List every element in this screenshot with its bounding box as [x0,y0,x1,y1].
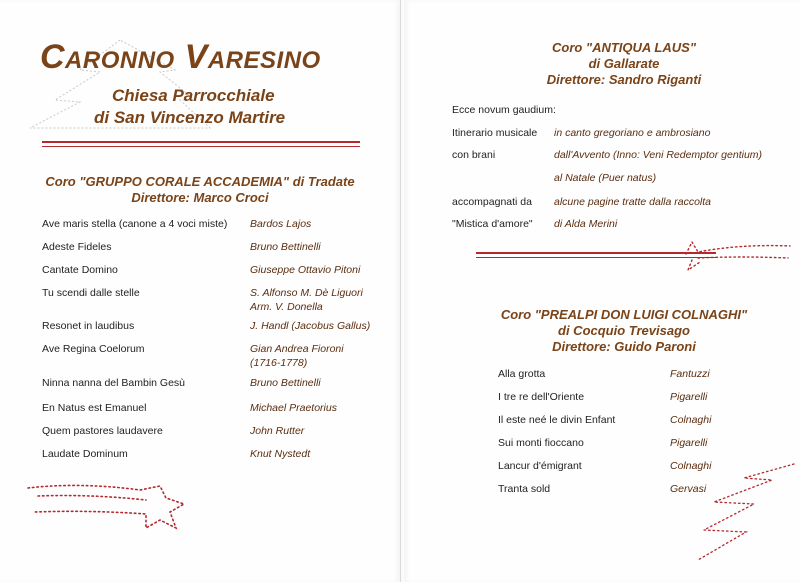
program-composer: Knut Nystedt [250,448,311,460]
program-piece: Ave maris stella (canone a 4 voci miste) [42,218,228,230]
program-piece: En Natus est Emanuel [42,402,147,414]
choir1-name: Coro "ANTIQUA LAUS" [551,40,696,55]
event-title: Caronno Varesino [40,38,321,76]
program-composer: Arm. V. Donella [250,301,323,313]
shooting-star-right-decoration [680,236,800,276]
program1-text: dall'Avvento (Inno: Veni Redemptor gentium) [554,149,763,161]
shooting-star-decoration [20,482,220,542]
program-composer: Bruno Bettinelli [250,241,321,253]
program-piece: Cantate Domino [42,264,118,276]
choir2-city: di Cocquio Trevisago [558,323,690,338]
program-composer: S. Alfonso M. Dè Liguori [250,287,363,299]
program-composer: J. Handl (Jacobus Gallus) [250,320,371,332]
program2-composer: Pigarelli [670,437,708,449]
choir-director: Direttore: Marco Croci [131,190,269,205]
program1-text: al Natale (Puer natus) [554,172,657,184]
program-composer: John Rutter [250,425,305,437]
program1-label: accompagnati da [452,196,532,208]
program1-text: di Alda Merini [554,218,618,230]
program-composer: Giuseppe Ottavio Pitoni [250,264,361,276]
program2-composer: Colnaghi [670,460,712,472]
program-composer: Gian Andrea Fioroni [250,343,344,355]
christmas-tree-right-decoration [694,460,800,580]
program1-text: alcune pagine tratte dalla raccolta [554,196,712,208]
program2-piece: Lancur d'émigrant [498,460,582,472]
right-page [404,0,800,582]
program2-composer: Pigarelli [670,391,708,403]
divider-bottom [42,146,360,147]
choir1-heading [464,40,784,88]
program2-piece: I tre re dell'Oriente [498,391,585,403]
program-composer: Bardos Lajos [250,218,312,230]
program-composer: (1716-1778) [250,357,308,369]
program1-text: in canto gregoriano e ambrosiano [554,127,711,139]
program-composer: Bruno Bettinelli [250,377,321,389]
program2-composer: Gervasi [670,483,707,495]
program1-intro: Ecce novum gaudium: [452,104,556,116]
choir1-city: di Gallarate [588,56,660,71]
choir1-director: Direttore: Sandro Riganti [546,72,702,87]
program2-composer: Fantuzzi [670,368,710,380]
program-piece: Resonet in laudibus [42,320,135,332]
program1-label: con brani [452,149,496,161]
program2-composer: Colnaghi [670,414,712,426]
program-piece: Adeste Fideles [42,241,112,253]
program2-piece: Alla grotta [498,368,546,380]
program2-piece: Tranta sold [498,483,551,495]
program-piece: Laudate Dominum [42,448,128,460]
program2-piece: Sui monti fioccano [498,437,584,449]
program1-label: "Mistica d'amore" [452,218,533,230]
program-piece: Quem pastores laudavere [42,425,163,437]
church-name: Chiesa Parrocchiale [112,86,275,105]
choir-name: Coro "GRUPPO CORALE ACCADEMIA" di Tradate [45,174,355,189]
program-piece: Ninna nanna del Bambin Gesù [42,377,186,389]
choir2-director: Direttore: Guido Paroni [552,339,696,354]
choir2-heading [464,307,784,355]
choir2-name: Coro "PREALPI DON LUIGI COLNAGHI" [500,307,748,322]
divider-top [42,141,360,143]
choir-heading [20,174,380,206]
program-piece: Tu scendi dalle stelle [42,287,140,299]
program-piece: Ave Regina Coelorum [42,343,145,355]
church-dedication: di San Vincenzo Martire [94,108,286,127]
program1-label: Itinerario musicale [452,127,538,139]
program2-piece: Il este neé le divin Enfant [498,414,616,426]
program-composer: Michael Praetorius [250,402,337,414]
